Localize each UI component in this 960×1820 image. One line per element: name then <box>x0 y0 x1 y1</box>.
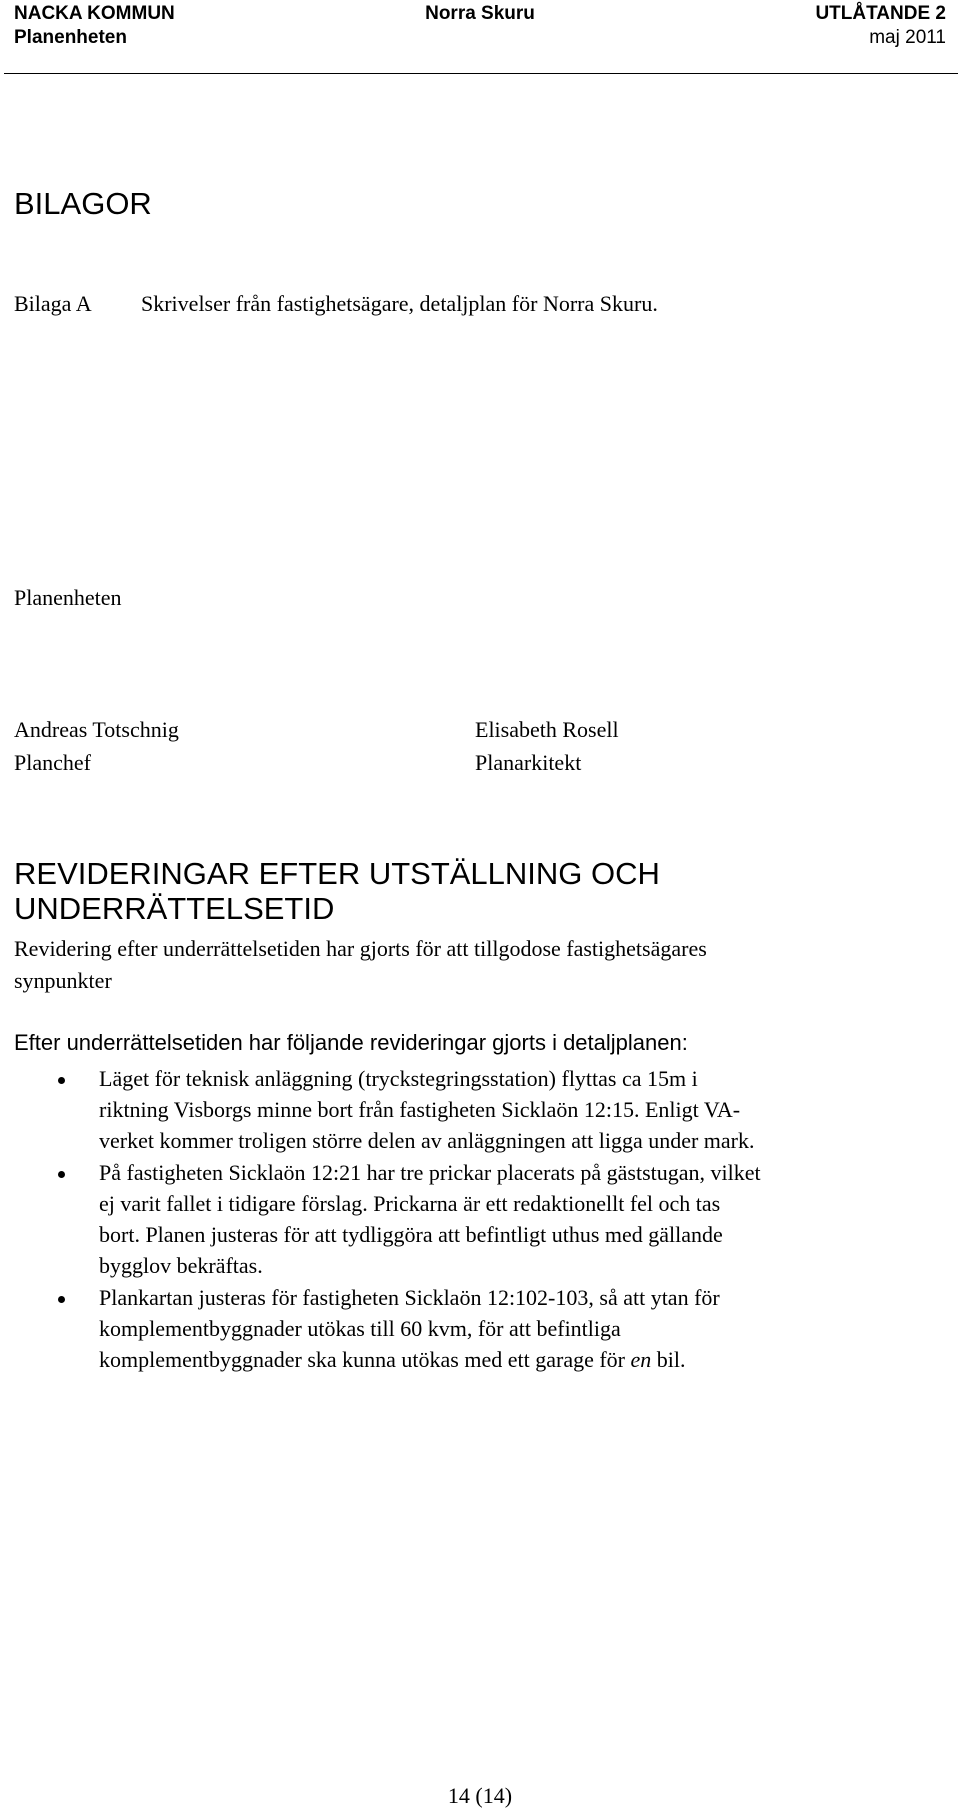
bullet-line: Plankartan justeras för fastigheten Sicklaön 12:102-103, så att ytan för <box>99 1285 720 1310</box>
signature-left-name: Andreas Totschnig <box>14 717 179 742</box>
header-unit: Planenheten <box>14 27 127 48</box>
bullet-icon <box>58 1171 65 1178</box>
list-item <box>0 1157 960 1281</box>
header-top-row <box>14 2 946 26</box>
bilagor-heading: BILAGOR <box>14 186 152 221</box>
header-project: Norra Skuru <box>425 3 535 24</box>
signature-left <box>14 713 179 779</box>
bilaga-label: Bilaga A <box>14 291 92 316</box>
bullet-icon <box>58 1296 65 1303</box>
bullet-text-before-emphasis: komplementbyggnader ska kunna utökas med ett garage för <box>99 1347 631 1372</box>
bullet-text-after-emphasis: bil. <box>651 1347 686 1372</box>
list-item <box>0 1063 960 1156</box>
revisions-subheading: Efter underrättelsetiden har följande revideringar gjorts i detaljplanen: <box>14 1030 688 1055</box>
header-divider <box>4 73 958 74</box>
signature-right <box>475 713 619 779</box>
bullet-line: verket kommer troligen större delen av anläggningen att ligga under mark. <box>99 1128 755 1153</box>
bullet-icon <box>58 1077 65 1084</box>
signature-left-title: Planchef <box>14 750 91 775</box>
header-doc-type: UTLÅTANDE 2 <box>815 3 946 24</box>
signature-unit: Planenheten <box>14 585 122 610</box>
header-date: maj 2011 <box>869 27 946 48</box>
signature-right-name: Elisabeth Rosell <box>475 717 619 742</box>
bullet-line: bygglov bekräftas. <box>99 1253 263 1278</box>
bullet-line-last <box>99 1344 960 1375</box>
header-second-row <box>14 26 946 50</box>
revisions-intro-line-2: synpunkter <box>14 968 112 993</box>
list-item <box>0 1282 960 1375</box>
revisions-heading-line-1: REVIDERINGAR EFTER UTSTÄLLNING OCH <box>14 856 660 891</box>
bullet-line: riktning Visborgs minne bort från fastigheten Sicklaön 12:15. Enligt VA- <box>99 1097 741 1122</box>
header-org: NACKA KOMMUN <box>14 3 175 24</box>
bullet-line: komplementbyggnader utökas till 60 kvm, för att befintliga <box>99 1316 621 1341</box>
bilaga-text: Skrivelser från fastighetsägare, detaljplan för Norra Skuru. <box>141 291 658 316</box>
revisions-intro-line-1: Revidering efter underrättelsetiden har gjorts för att tillgodose fastighetsägares <box>14 936 707 961</box>
page-number: 14 (14) <box>447 1783 513 1808</box>
bullet-line: Läget för teknisk anläggning (tryckstegringsstation) flyttas ca 15m i <box>99 1066 698 1091</box>
revisions-intro <box>14 933 707 997</box>
revisions-heading <box>14 856 660 926</box>
bullet-emphasis: en <box>630 1347 652 1372</box>
bullet-line: På fastigheten Sicklaön 12:21 har tre prickar placerats på gäststugan, vilket <box>99 1160 761 1185</box>
bullet-line: ej varit fallet i tidigare förslag. Prickarna är ett redaktionellt fel och tas <box>99 1191 721 1216</box>
revisions-bullet-list <box>0 1063 960 1376</box>
revisions-heading-line-2: UNDERRÄTTELSETID <box>14 891 335 926</box>
bullet-line: bort. Planen justeras för att tydliggöra att befintligt uthus med gällande <box>99 1222 723 1247</box>
signature-right-title: Planarkitekt <box>475 750 582 775</box>
